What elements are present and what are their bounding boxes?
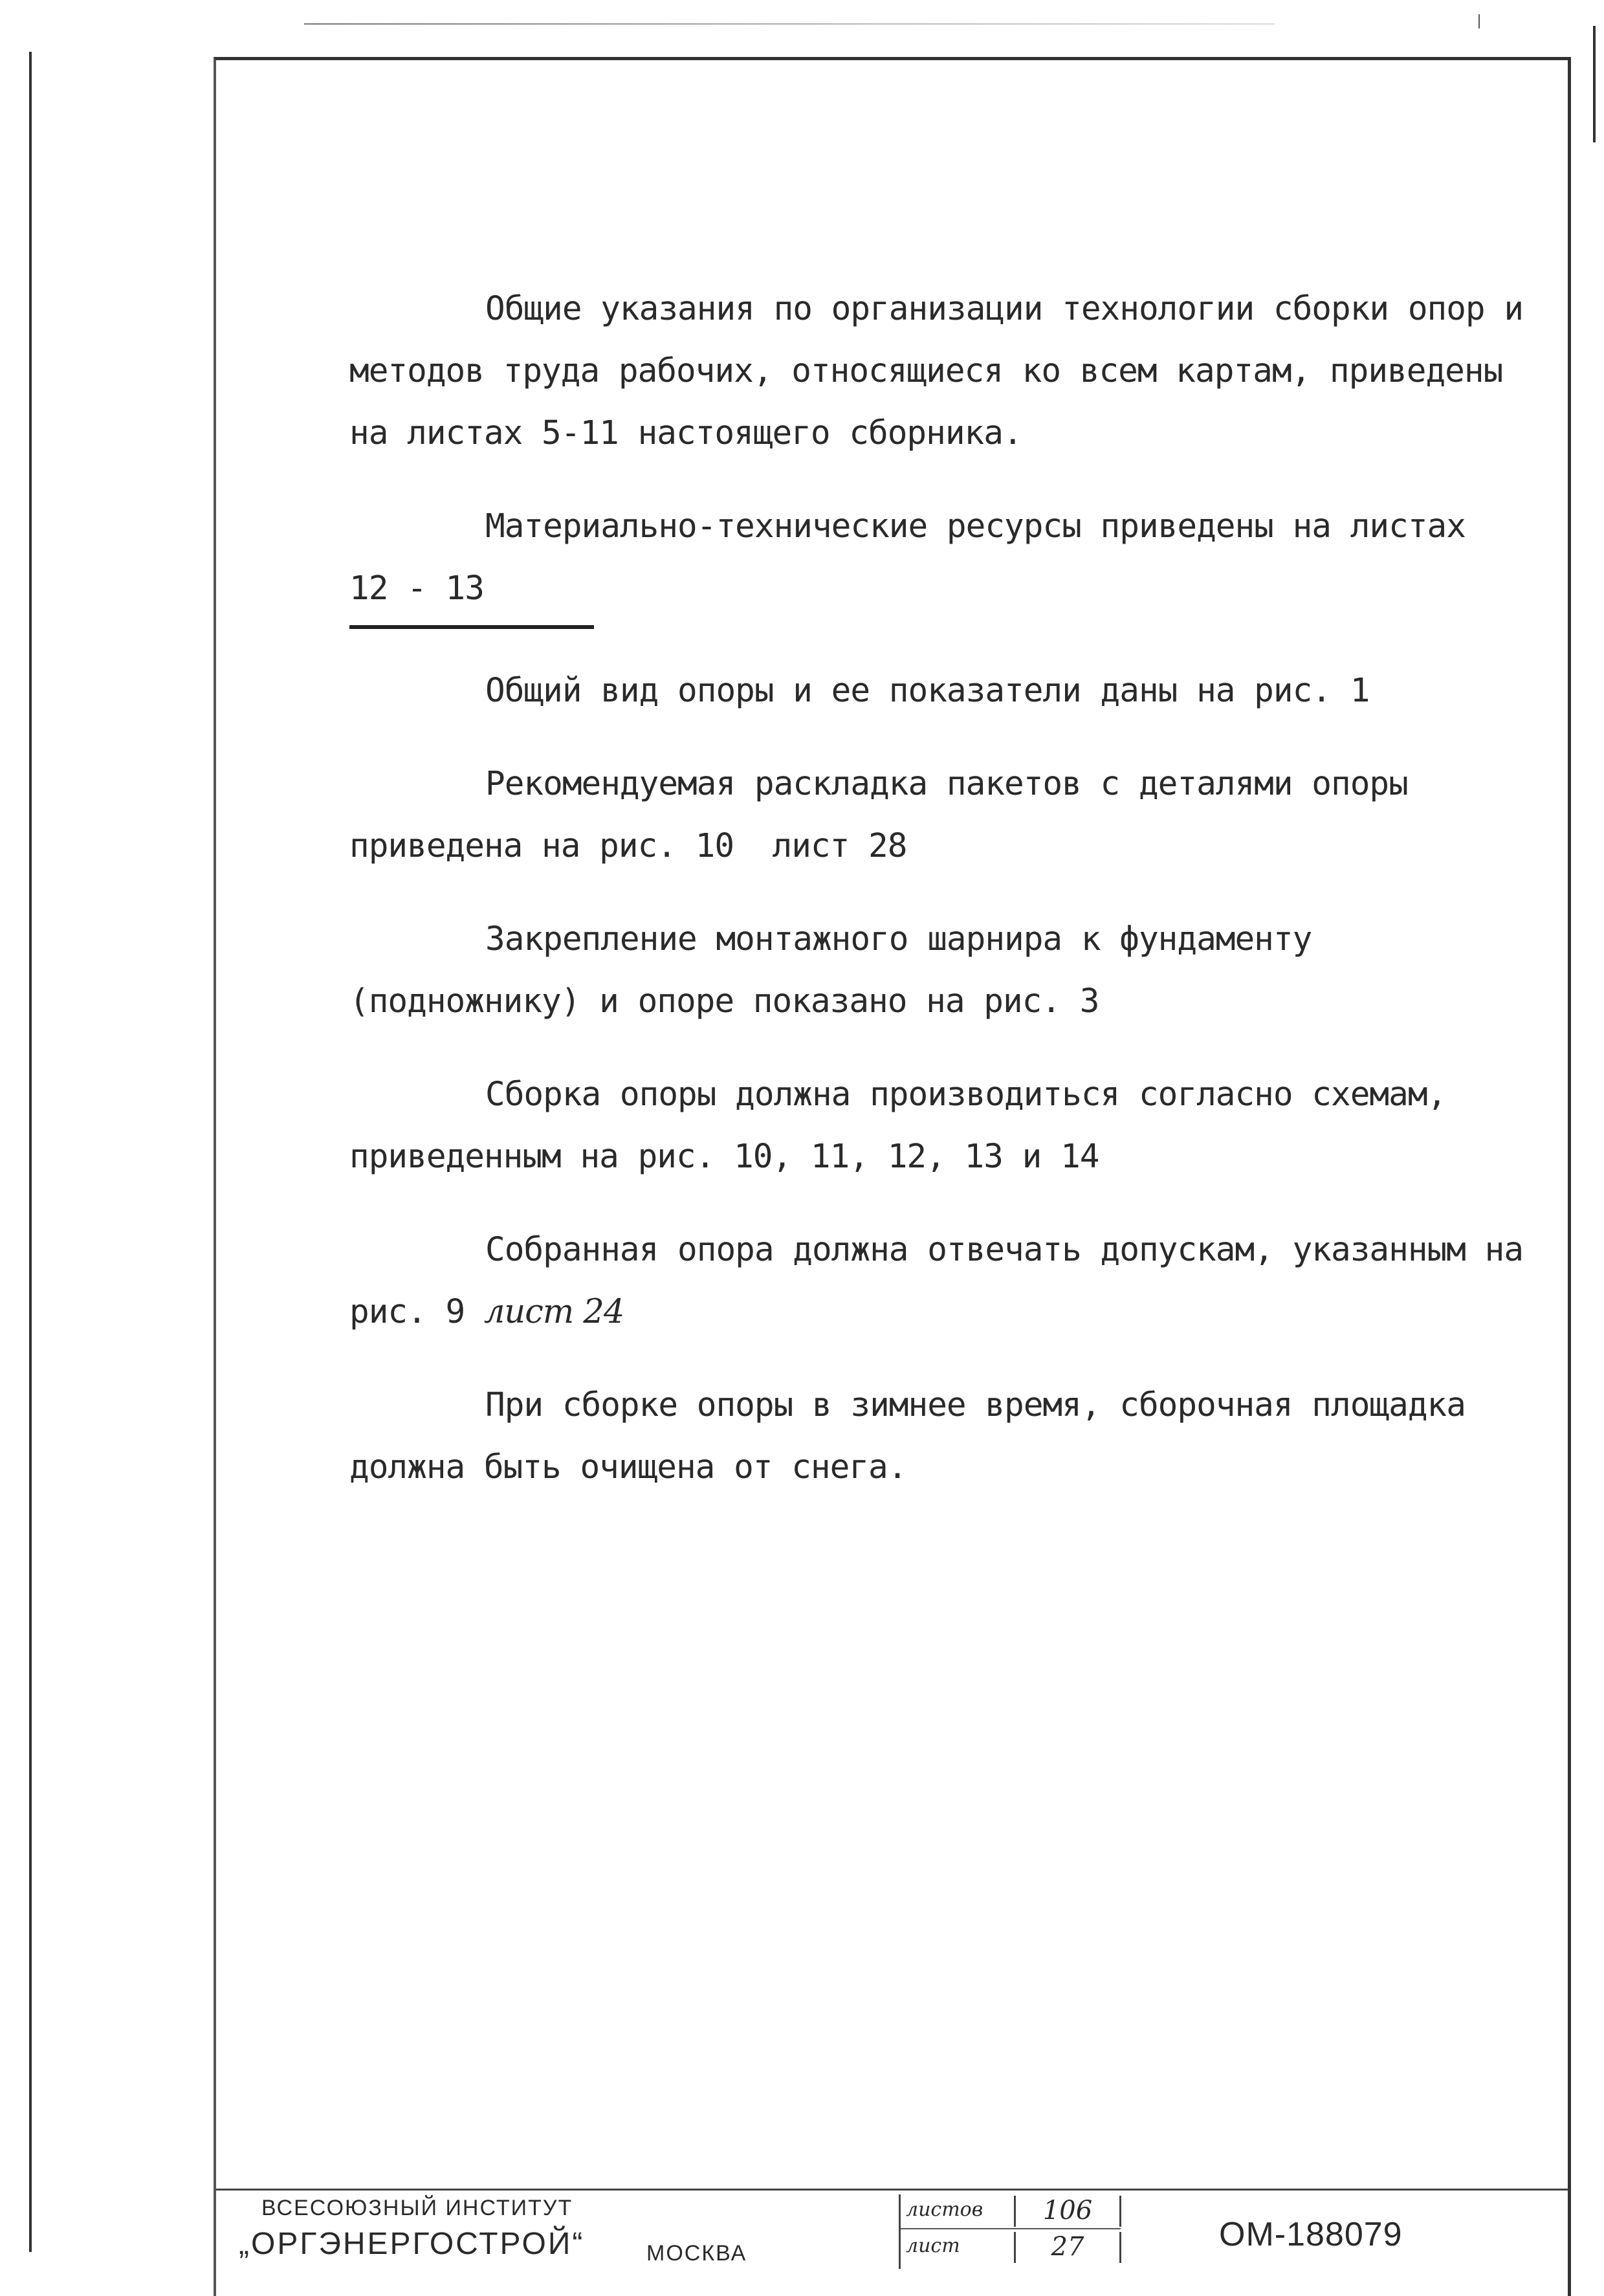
paragraph-text: Рекомендуемая раскладка пакетов с деталями опоры приведена на рис. 10 лист 28 [349, 765, 1427, 865]
sheet-count-table [899, 2194, 1121, 2269]
sheets-total-row [901, 2194, 1121, 2229]
sheet-number-label: лист [906, 2235, 960, 2257]
right-binding-edge [1593, 26, 1596, 142]
sheet-number-row [901, 2231, 1121, 2264]
paragraph-text: При сборке опоры в зимнее время, сборочная площадка должна быть очищена от снега. [349, 1386, 1485, 1486]
institute-name-line2: „ОРГЭНЕРГОСТРОЙ“ [239, 2227, 585, 2261]
sheet-reference [349, 558, 1527, 629]
city-label: МОСКВА [646, 2241, 747, 2266]
paragraph-text: Общие указания по организации технологии сборки опор и методов труда рабочих, относящиеся ко всем картам, приведены на листах 5-11 настоящего сборника. [349, 290, 1543, 452]
paragraph-winter [349, 1374, 1527, 1499]
title-block [216, 2189, 1568, 2271]
left-binding-edge [29, 52, 32, 2252]
paragraph-general-view [349, 660, 1527, 722]
paragraph-text: Закрепление монтажного шарнира к фундаменту (подножнику) и опоре показано на рис. 3 [349, 920, 1332, 1021]
document-body [349, 278, 1543, 1530]
paragraph-resources [349, 496, 1527, 558]
sheets-total-label: листов [906, 2198, 983, 2221]
paragraph-text: Собранная опора должна отвечать допускам, указанным на рис. 9 [349, 1231, 1543, 1331]
scan-artifact-line [304, 23, 1275, 25]
paragraph-text: Материально-технические ресурсы приведены на листах [485, 507, 1466, 546]
paragraph-general-instructions [349, 278, 1543, 465]
scan-tick-mark [1478, 14, 1480, 28]
handwritten-sheet-note: лист 24 [483, 1293, 624, 1331]
document-code: ОМ-188079 [1219, 2216, 1403, 2253]
institute-name-line1: ВСЕСОЮЗНЫЙ ИНСТИТУТ [261, 2196, 573, 2220]
paragraph-assembly [349, 1064, 1527, 1188]
paragraph-layout [349, 753, 1527, 878]
paragraph-hinge [349, 909, 1527, 1033]
paragraph-text: Общий вид опоры и ее показатели даны на рис. 1 [485, 672, 1370, 710]
paragraph-text: Сборка опоры должна производиться согласно схемам, приведенным на рис. 10, 11, 12, 13 и 14 [349, 1076, 1466, 1176]
paragraph-tolerances [349, 1219, 1543, 1343]
sheet-reference-value: 12 - 13 [349, 558, 594, 629]
sheets-total-value: 106 [1014, 2196, 1121, 2227]
sheet-number-value: 27 [1014, 2232, 1121, 2263]
